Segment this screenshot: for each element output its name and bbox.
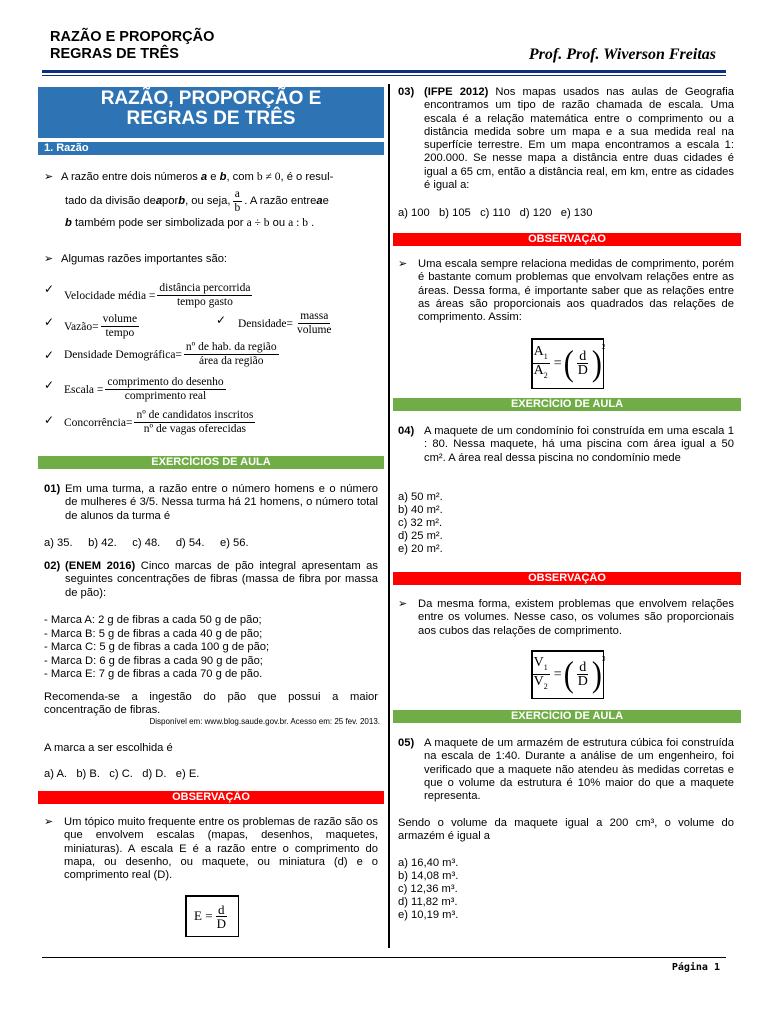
observacao-bar: OBSERVAÇÃO (393, 572, 741, 585)
option-item: d) 25 m². (398, 530, 443, 542)
check-icon: ✓ (216, 313, 227, 327)
check-icon: ✓ (44, 315, 55, 329)
option-item: b) 40 m². (398, 504, 443, 516)
question-04-options (398, 491, 443, 556)
observacao-bar: OBSERVAÇÃO (393, 233, 741, 246)
footer-rule (42, 957, 726, 958)
formula-vazao: Vazão= $\frac{\text{volume}}{\text{tempo}}$ (64, 313, 138, 339)
observacao-volumes-text: ➢ Da mesma forma, existem problemas que envolvem relações entre os volumes. Nesse caso, os volumes são proporcionais aos cubos das relações de comprimento. (398, 598, 734, 637)
list-item: - Marca C: 5 g de fibras a cada 100 g de pão; (44, 641, 270, 653)
exercicio-de-aula-bar: EXERCÍCIO DE AULA (393, 398, 741, 411)
column-divider (388, 84, 390, 948)
header-title-line2: REGRAS DE TRÊS (50, 46, 179, 62)
formula-box-volumes: $\frac{V_1}{V_2}$ = ( $\frac{d}{D}$ ) $^3$ (531, 650, 604, 699)
question-02-list (44, 614, 269, 682)
check-icon: ✓ (44, 282, 55, 296)
fraction-a-over-b: $\frac{a}{b}$ (234, 188, 241, 214)
question-number: 04) (398, 425, 415, 437)
main-title-box (38, 87, 384, 138)
question-05 (398, 737, 734, 803)
exercicios-de-aula-bar: EXERCÍCIOS DE AULA (38, 456, 384, 469)
option-item: e) 20 m². (398, 543, 443, 555)
check-icon: ✓ (44, 348, 55, 362)
paragraph-razao-definition: ➢ A razão entre dois números a e b, com b ≠ 0, é o resul- tado da divisão de a por b , ou seja, $\frac{a}{b}$ . A razão entre a e b também pode ser simbolizada por a ÷ b ou a : b . (44, 171, 334, 229)
question-02-options: a) A. b) B. c) C. d) D. e) E. (44, 768, 200, 780)
section-razao-bar: 1. Razão (38, 142, 384, 155)
question-01-options: a) 35. b) 42. c) 48. d) 54. e) 56. (44, 537, 249, 549)
main-title: RAZÃO, PROPORÇÃO E REGRAS DE TRÊS (100, 88, 322, 129)
check-icon: ✓ (44, 413, 55, 427)
exercicio-de-aula-bar: EXERCÍCIO DE AULA (393, 710, 741, 723)
option-item: a) 50 m². (398, 491, 443, 503)
question-number: 03) (398, 86, 415, 98)
formula-box-areas: $\frac{A_1}{A_2}$ = ( $\frac{d}{D}$ ) $^2$ (531, 338, 604, 389)
header-author: Prof. Prof. Wiverson Freitas (528, 46, 716, 63)
arrow-bullet-icon: ➢ (44, 253, 54, 265)
question-05-ask: Sendo o volume da maquete igual a 200 cm³, o volume do armazém é igual a (398, 817, 734, 843)
question-source-tag: (ENEM 2016) (65, 560, 136, 572)
list-item: - Marca E: 7 g de fibras a cada 70 g de pão. (44, 668, 263, 680)
formula-densidade: Densidade= $\frac{\text{massa}}{\text{volume}}$ (238, 310, 332, 336)
question-number: 02) (44, 560, 61, 572)
formula-escala: Escala = $\frac{\text{comprimento do desenho}}{\text{comprimento real}}$ (64, 376, 224, 402)
question-03 (398, 86, 734, 192)
question-text: Cinco marcas de pão integral apresentam as seguintes concentrações de fibras (massa de fibra por massa de pão): (65, 560, 379, 599)
option-item: e) 10,19 m³. (398, 909, 459, 921)
option-item: a) 16,40 m³. (398, 857, 459, 869)
observacao-areas-text: ➢ Uma escala sempre relaciona medidas de comprimento, porém é bastante comum problemas que envolvam relações entre as áreas. Dessa forma, é importante saber que as relações entre as áreas são proporcionais aos quadrados das relações de comprimento. Assim: (398, 258, 734, 324)
question-02 (44, 560, 378, 600)
arrow-bullet-icon: ➢ (398, 598, 408, 610)
question-number: 01) (44, 483, 61, 495)
option-item: c) 32 m². (398, 517, 443, 529)
question-text: Nos mapas usados nas aulas de Geografia encontramos um tipo de razão chamada de escala. Uma escala é a relação matemática entre o comprimento ou a distância medida sobre um mapa e a sua medida real na superfície terrestre. Em um mapa encontramos a escala 1: 200.000. Se nesse mapa a distância entre duas cidades é igual a 65 cm, então a distância real, em km, entre as cidades é igual a: (424, 86, 734, 192)
question-number: 05) (398, 737, 415, 749)
check-icon: ✓ (44, 378, 55, 392)
question-05-options (398, 857, 458, 922)
paragraph-razoes-importantes: ➢ Algumas razões importantes são: (44, 253, 228, 265)
formula-velocidade-media: Velocidade média = $\frac{\text{distância percorrida}}{\text{tempo gasto}}$ (64, 282, 251, 308)
question-source-tag: (IFPE 2012) (424, 86, 489, 98)
header-rule-thick (42, 70, 726, 73)
arrow-bullet-icon: ➢ (398, 258, 408, 270)
arrow-bullet-icon: ➢ (44, 816, 54, 828)
list-item: - Marca B: 5 g de fibras a cada 40 g de pão; (44, 627, 263, 640)
formula-concorrencia: Concorrência= $\frac{\text{nº de candidatos inscritos}}{\text{nº de vagas oferecidas}}$ (64, 409, 254, 435)
list-item: - Marca A: 2 g de fibras a cada 50 g de pão; (44, 614, 262, 626)
question-text: Em uma turma, a razão entre o número homens e o número de mulheres é 3/5. Nessa turma há 21 homens, o número total de alunos da turma é (65, 483, 378, 522)
formula-box-escala: E = $\frac{d}{D}$ (185, 895, 239, 937)
formula-densidade-demografica: Densidade Demográfica= $\frac{\text{nº de hab. da região}}{\text{área da região}}$ (64, 341, 277, 367)
question-02-recommendation: Recomenda-se a ingestão do pão que possui a maior concentração de fibras. (44, 691, 378, 717)
question-01 (44, 483, 378, 523)
document-header-title (50, 29, 214, 63)
question-04 (398, 425, 734, 465)
header-title-line1: RAZÃO E PROPORÇÃO (50, 29, 215, 45)
option-item: c) 12,36 m³. (398, 883, 458, 895)
list-item: - Marca D: 6 g de fibras a cada 90 g de pão; (44, 654, 263, 667)
arrow-bullet-icon: ➢ (44, 171, 54, 183)
question-02-ask: A marca a ser escolhida é (44, 742, 173, 754)
option-item: d) 11,82 m³. (398, 896, 458, 908)
question-03-options: a) 100 b) 105 c) 110 d) 120 e) 130 (398, 207, 593, 219)
header-rule-thin (42, 75, 726, 76)
question-text: A maquete de um condomínio foi construída em uma escala 1 : 80. Nessa maquete, há uma piscina com área igual a 50 cm². A área real dessa piscina no condomínio mede (424, 425, 734, 464)
page-number: Página 1 (671, 962, 720, 973)
question-text: A maquete de um armazém de estrutura cúbica foi construída na escala de 1:40. Durante a análise de um engenheiro, foi verificado que a maquete não atendeu às medidas corretas e que o volume da estrutura é 10% maior do que a maquete representa. (424, 737, 734, 803)
question-02-source: Disponível em: www.blog.saude.gov.br. Acesso em: 25 fev. 2013. (149, 717, 380, 726)
observacao-escala-text: ➢ Um tópico muito frequente entre os problemas de razão são os que envolvem escalas (mapas, desenhos, maquetes, miniaturas). A escala E é a razão entre o comprimento do mapa, ou desenho, ou maquete, ou miniatura (d) e o comprimento real (D). (44, 816, 378, 882)
observacao-bar: OBSERVAÇÃO (38, 791, 384, 804)
option-item: b) 14,08 m³. (398, 870, 459, 882)
